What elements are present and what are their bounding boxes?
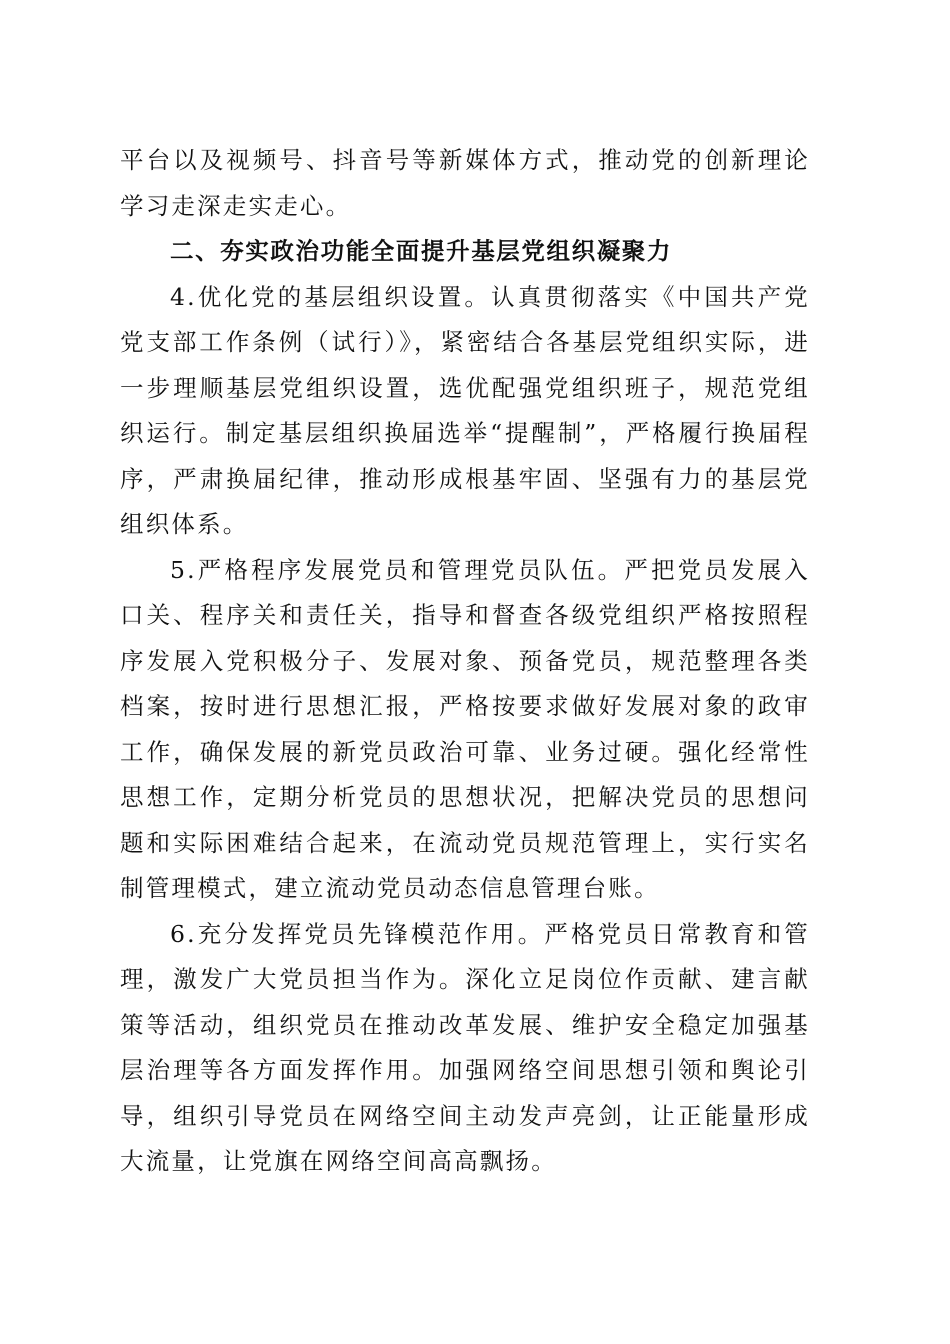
document-page (120, 138, 810, 1185)
paragraph-item-6: 6.充分发挥党员先锋模范作用。严格党员日常教育和管理，激发广大党员担当作为。深化立足岗位作贡献、建言献策等活动，组织党员在推动改革发展、维护安全稳定加强基层治理等各方面发挥作用。加强网络空间思想引领和舆论引导，组织引导党员在网络空间主动发声亮剑，让正能量形成大流量，让党旗在网络空间高高飘扬。 (120, 919, 810, 1175)
paragraph-item-5: 5.严格程序发展党员和管理党员队伍。严把党员发展入口关、程序关和责任关，指导和督查各级党组织严格按照程序发展入党积极分子、发展对象、预备党员，规范整理各类档案，按时进行思想汇报，严格按要求做好发展对象的政审工作，确保发展的新党员政治可靠、业务过硬。强化经常性思想工作，定期分析党员的思想状况，把解决党员的思想问题和实际困难结合起来，在流动党员规范管理上，实行实名制管理模式，建立流动党员动态信息管理台账。 (120, 555, 810, 902)
paragraph-item-4: 4.优化党的基层组织设置。认真贯彻落实《中国共产党党支部工作条例（试行）》，紧密结合各基层党组织实际，进一步理顺基层党组织设置，选优配强党组织班子，规范党组织运行。制定基层组织换届选举“提醒制”，严格履行换届程序，严肃换届纪律，推动形成根基牢固、坚强有力的基层党组织体系。 (120, 282, 810, 538)
section-heading: 二、夯实政治功能全面提升基层党组织凝聚力 (170, 237, 672, 265)
continuation-paragraph: 平台以及视频号、抖音号等新媒体方式，推动党的创新理论学习走深走实走心。 (120, 146, 810, 220)
